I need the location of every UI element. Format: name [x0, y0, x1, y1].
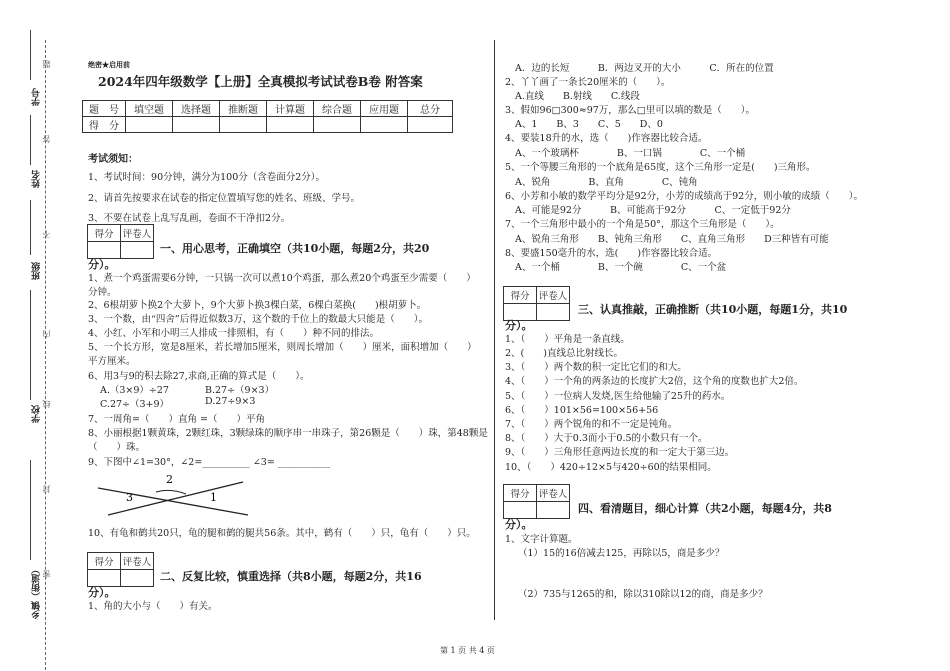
notice-item: 2、请首先按要求在试卷的指定位置填写您的姓名、班级、学号。 — [88, 193, 361, 204]
question-line: 1、煮一个鸡蛋需要6分钟，一只锅一次可以煮10个鸡蛋，那么煮20个鸡蛋至少需要（ ） — [88, 273, 476, 284]
option-line: A．边的长短 B．两边叉开的大小 C．所在的位置 — [515, 63, 774, 74]
township-field[interactable] — [30, 460, 31, 560]
question-line: 5、一个长方形，宽是8厘米，若长增加5厘米，则周长增加（ ）厘米，面积增加（ ） — [88, 342, 477, 353]
grader-score-label: 得分 — [88, 225, 121, 242]
option-line: A、锐角三角形 B、钝角三角形 C、直角三角形 D三种皆有可能 — [515, 234, 829, 245]
angle-figure — [98, 470, 258, 520]
student-id-field[interactable] — [30, 30, 31, 80]
score-cell[interactable] — [361, 117, 408, 133]
seal-char: 题 — [42, 60, 51, 68]
question-line: 2、丫丫画了一条长20厘米的（ ）。 — [505, 77, 671, 88]
grader-name-label: 评卷人 — [121, 225, 154, 242]
option-line: A、锐角 B、直角 C、钝角 — [515, 177, 698, 188]
question-line: 9、下图中∠1=30°，∠2=__________ ∠3= ___________ — [88, 457, 331, 468]
angle-1-label: 1 — [210, 491, 217, 504]
score-header-cell: 推断题 — [220, 101, 267, 117]
question-line: 2、( )直线总比射线长。 — [505, 348, 623, 359]
question-line: 1、（ ）平角是一条直线。 — [505, 334, 630, 345]
class-label: 班级 — [32, 262, 42, 280]
angle-arc — [156, 490, 186, 494]
question-line: 5、一个等腰三角形的一个底角是65度，这个三角形一定是( )三角形。 — [505, 162, 816, 173]
section-1-heading: 一、用心思考，正确填空（共10小题，每题2分，共20 — [160, 242, 430, 255]
question-line: 5、（ ）一位病人发烧,医生给他输了25升的药水。 — [505, 391, 731, 402]
question-line: 8、小丽根据1颗黄珠，2颗红珠，3颗绿珠的顺序串一串珠子，第26颗是（ ）珠，第48颗是 — [88, 428, 488, 439]
figure-line-1 — [98, 488, 248, 515]
question-line: 8、要盛150毫升的水，选( )作容器比较合适。 — [505, 248, 718, 259]
question-line: 7、一周角=（ ）直角 =（ ）平角 — [88, 414, 265, 425]
grader-name-label: 评卷人 — [537, 485, 570, 502]
grader-box — [87, 224, 154, 259]
option-a: A.（3×9）÷27 — [100, 385, 169, 396]
section-2-heading: 二、反复比较，慎重选择（共8小题，每题2分，共16 — [160, 570, 422, 583]
grader-score-label: 得分 — [504, 485, 537, 502]
section-2-heading-tail: 分）。 — [88, 586, 116, 599]
score-cell[interactable] — [408, 117, 453, 133]
score-cell[interactable] — [126, 117, 173, 133]
angle-3-label: 3 — [126, 491, 133, 504]
option-line: A.直线 B.射线 C.线段 — [515, 91, 640, 102]
township-label: 乡镇（街道） — [32, 565, 42, 619]
question-line: 6、（ ）101×56=100×56+56 — [505, 405, 659, 416]
grader-name-cell[interactable] — [121, 242, 154, 259]
grader-box — [503, 484, 570, 519]
option-line: A、1 B、3 C、5 D、0 — [515, 119, 663, 130]
confidential-mark: 绝密★启用前 — [88, 60, 130, 69]
score-table — [82, 100, 453, 133]
question-line: 7、一个三角形中最小的一个角是50°，那这个三角形是（ ）。 — [505, 219, 780, 230]
question-line: 1、文字计算题。 — [505, 534, 578, 545]
question-line: 6、用3与9的积去除27,求商,正确的算式是（ ）。 — [88, 371, 310, 382]
option-line: A、一个桶 B、一个碗 C、一个盆 — [515, 262, 727, 273]
angle-2-label: 2 — [166, 473, 173, 486]
seal-char: 内 — [42, 330, 51, 338]
score-header-cell: 填空题 — [126, 101, 173, 117]
question-line: 分钟。 — [88, 287, 117, 298]
grader-name-cell[interactable] — [121, 570, 154, 587]
question-line: 3、假如96□300≈97万，那么□里可以填的数是（ ）。 — [505, 105, 756, 116]
grader-score-label: 得分 — [504, 287, 537, 304]
seal-char: 答 — [42, 135, 51, 143]
school-field[interactable] — [30, 290, 31, 400]
question-line: （2）735与1265的和，除以310除以12的商，商是多少？ — [518, 589, 768, 600]
notice-item: 3、不要在试卷上乱写乱画，卷面不干净扣2分。 — [88, 213, 291, 224]
grader-score-label: 得分 — [88, 553, 121, 570]
question-line: 4、（ ）一个角的两条边的长度扩大2倍，这个角的度数也扩大2倍。 — [505, 376, 804, 387]
score-cell[interactable] — [173, 117, 220, 133]
question-line: 3、（ ）两个数的积一定比它们的和大。 — [505, 362, 687, 373]
score-cell[interactable] — [267, 117, 314, 133]
question-line: 9、（ ）三角形任意两边长度的和一定大于第三边。 — [505, 447, 735, 458]
grader-box — [87, 552, 154, 587]
binding-strip — [0, 0, 60, 671]
question-line: 10、（ ）420÷12×5与420÷60的结果相同。 — [505, 462, 717, 473]
question-line: （ ）珠。 — [88, 442, 146, 453]
question-line: 10、有龟和鹤共20只，龟的腿和鹤的腿共56条。其中，鹤有（ ）只，龟有（ ）只。 — [88, 528, 476, 539]
score-row-label: 得 分 — [83, 117, 126, 133]
score-header-cell: 计算题 — [267, 101, 314, 117]
student-id-label: 学号 — [32, 88, 42, 106]
seal-char: 密 — [42, 570, 51, 578]
score-cell[interactable] — [314, 117, 361, 133]
question-line: 4、小红、小军和小明三人排成一排照相，有（ ）种不同的排法。 — [88, 328, 380, 339]
section-3-heading: 三、认真推敲，正确推断（共10小题，每题1分，共10 — [578, 303, 848, 316]
seal-char: 线 — [42, 400, 51, 408]
section-1-heading-tail: 分）。 — [88, 258, 116, 271]
grader-name-cell[interactable] — [537, 502, 570, 519]
question-line: 6、小芳和小敏的数学平均分是92分，小芳的成绩高于92分，则小敏的成绩（ ）。 — [505, 191, 863, 202]
school-label: 学校 — [32, 405, 42, 423]
seal-char: 不 — [42, 230, 51, 238]
page-title: 2024年四年级数学【上册】全真模拟考试试卷B卷 附答案 — [98, 74, 423, 89]
name-label: 姓名 — [32, 170, 42, 188]
page-footer: 第 1 页 共 4 页 — [440, 646, 495, 655]
grader-name-label: 评卷人 — [537, 287, 570, 304]
score-header-cell: 选择题 — [173, 101, 220, 117]
option-d: D.27÷9×3 — [205, 396, 256, 407]
question-line: 3、一个数，由“四舍”后得近似数3万，这个数的千位上的数最大只能是（ ）。 — [88, 314, 429, 325]
question-line: 8、（ ）大于0.3而小于0.5的小数只有一个。 — [505, 433, 708, 444]
grader-name-label: 评卷人 — [121, 553, 154, 570]
score-header-cell: 总分 — [408, 101, 453, 117]
class-field[interactable] — [30, 200, 31, 255]
score-header-cell: 题 号 — [83, 101, 126, 117]
option-b: B.27÷（9×3） — [205, 385, 275, 396]
question-line: 2、6根胡萝卜换2个大萝卜，9个大萝卜换3棵白菜，6棵白菜换( )根胡萝卜。 — [88, 300, 427, 311]
notice-title: 考试须知： — [88, 154, 138, 165]
section-4-heading-tail: 分）。 — [505, 518, 533, 531]
score-cell[interactable] — [220, 117, 267, 133]
score-header-cell: 应用题 — [361, 101, 408, 117]
question-line: 1、角的大小与（ ）有关。 — [88, 601, 218, 612]
option-line: A、可能是92分 B、可能高于92分 C、一定低于92分 — [515, 205, 791, 216]
section-4-heading: 四、看清题目，细心计算（共2小题，每题4分，共8 — [578, 502, 832, 515]
question-line: 4、要装18升的水，选（ )作容器比较合适。 — [505, 133, 708, 144]
option-line: A、一个玻璃杯 B、一口锅 C、一个桶 — [515, 148, 746, 159]
question-line: 平方厘米。 — [88, 356, 136, 367]
name-field[interactable] — [30, 115, 31, 165]
grader-name-cell[interactable] — [537, 304, 570, 321]
score-header-cell: 综合题 — [314, 101, 361, 117]
grader-box — [503, 286, 570, 321]
column-divider — [494, 40, 495, 620]
option-c: C.27÷（3+9） — [100, 399, 170, 410]
section-3-heading-tail: 分）。 — [505, 319, 533, 332]
seal-char: 封 — [42, 485, 51, 493]
question-line: （1）15的16倍减去125，再除以5，商是多少？ — [518, 548, 725, 559]
question-line: 7、（ ）两个锐角的和不一定是钝角。 — [505, 419, 678, 430]
notice-item: 1、考试时间：90分钟，满分为100分（含卷面分2分）。 — [88, 172, 326, 183]
